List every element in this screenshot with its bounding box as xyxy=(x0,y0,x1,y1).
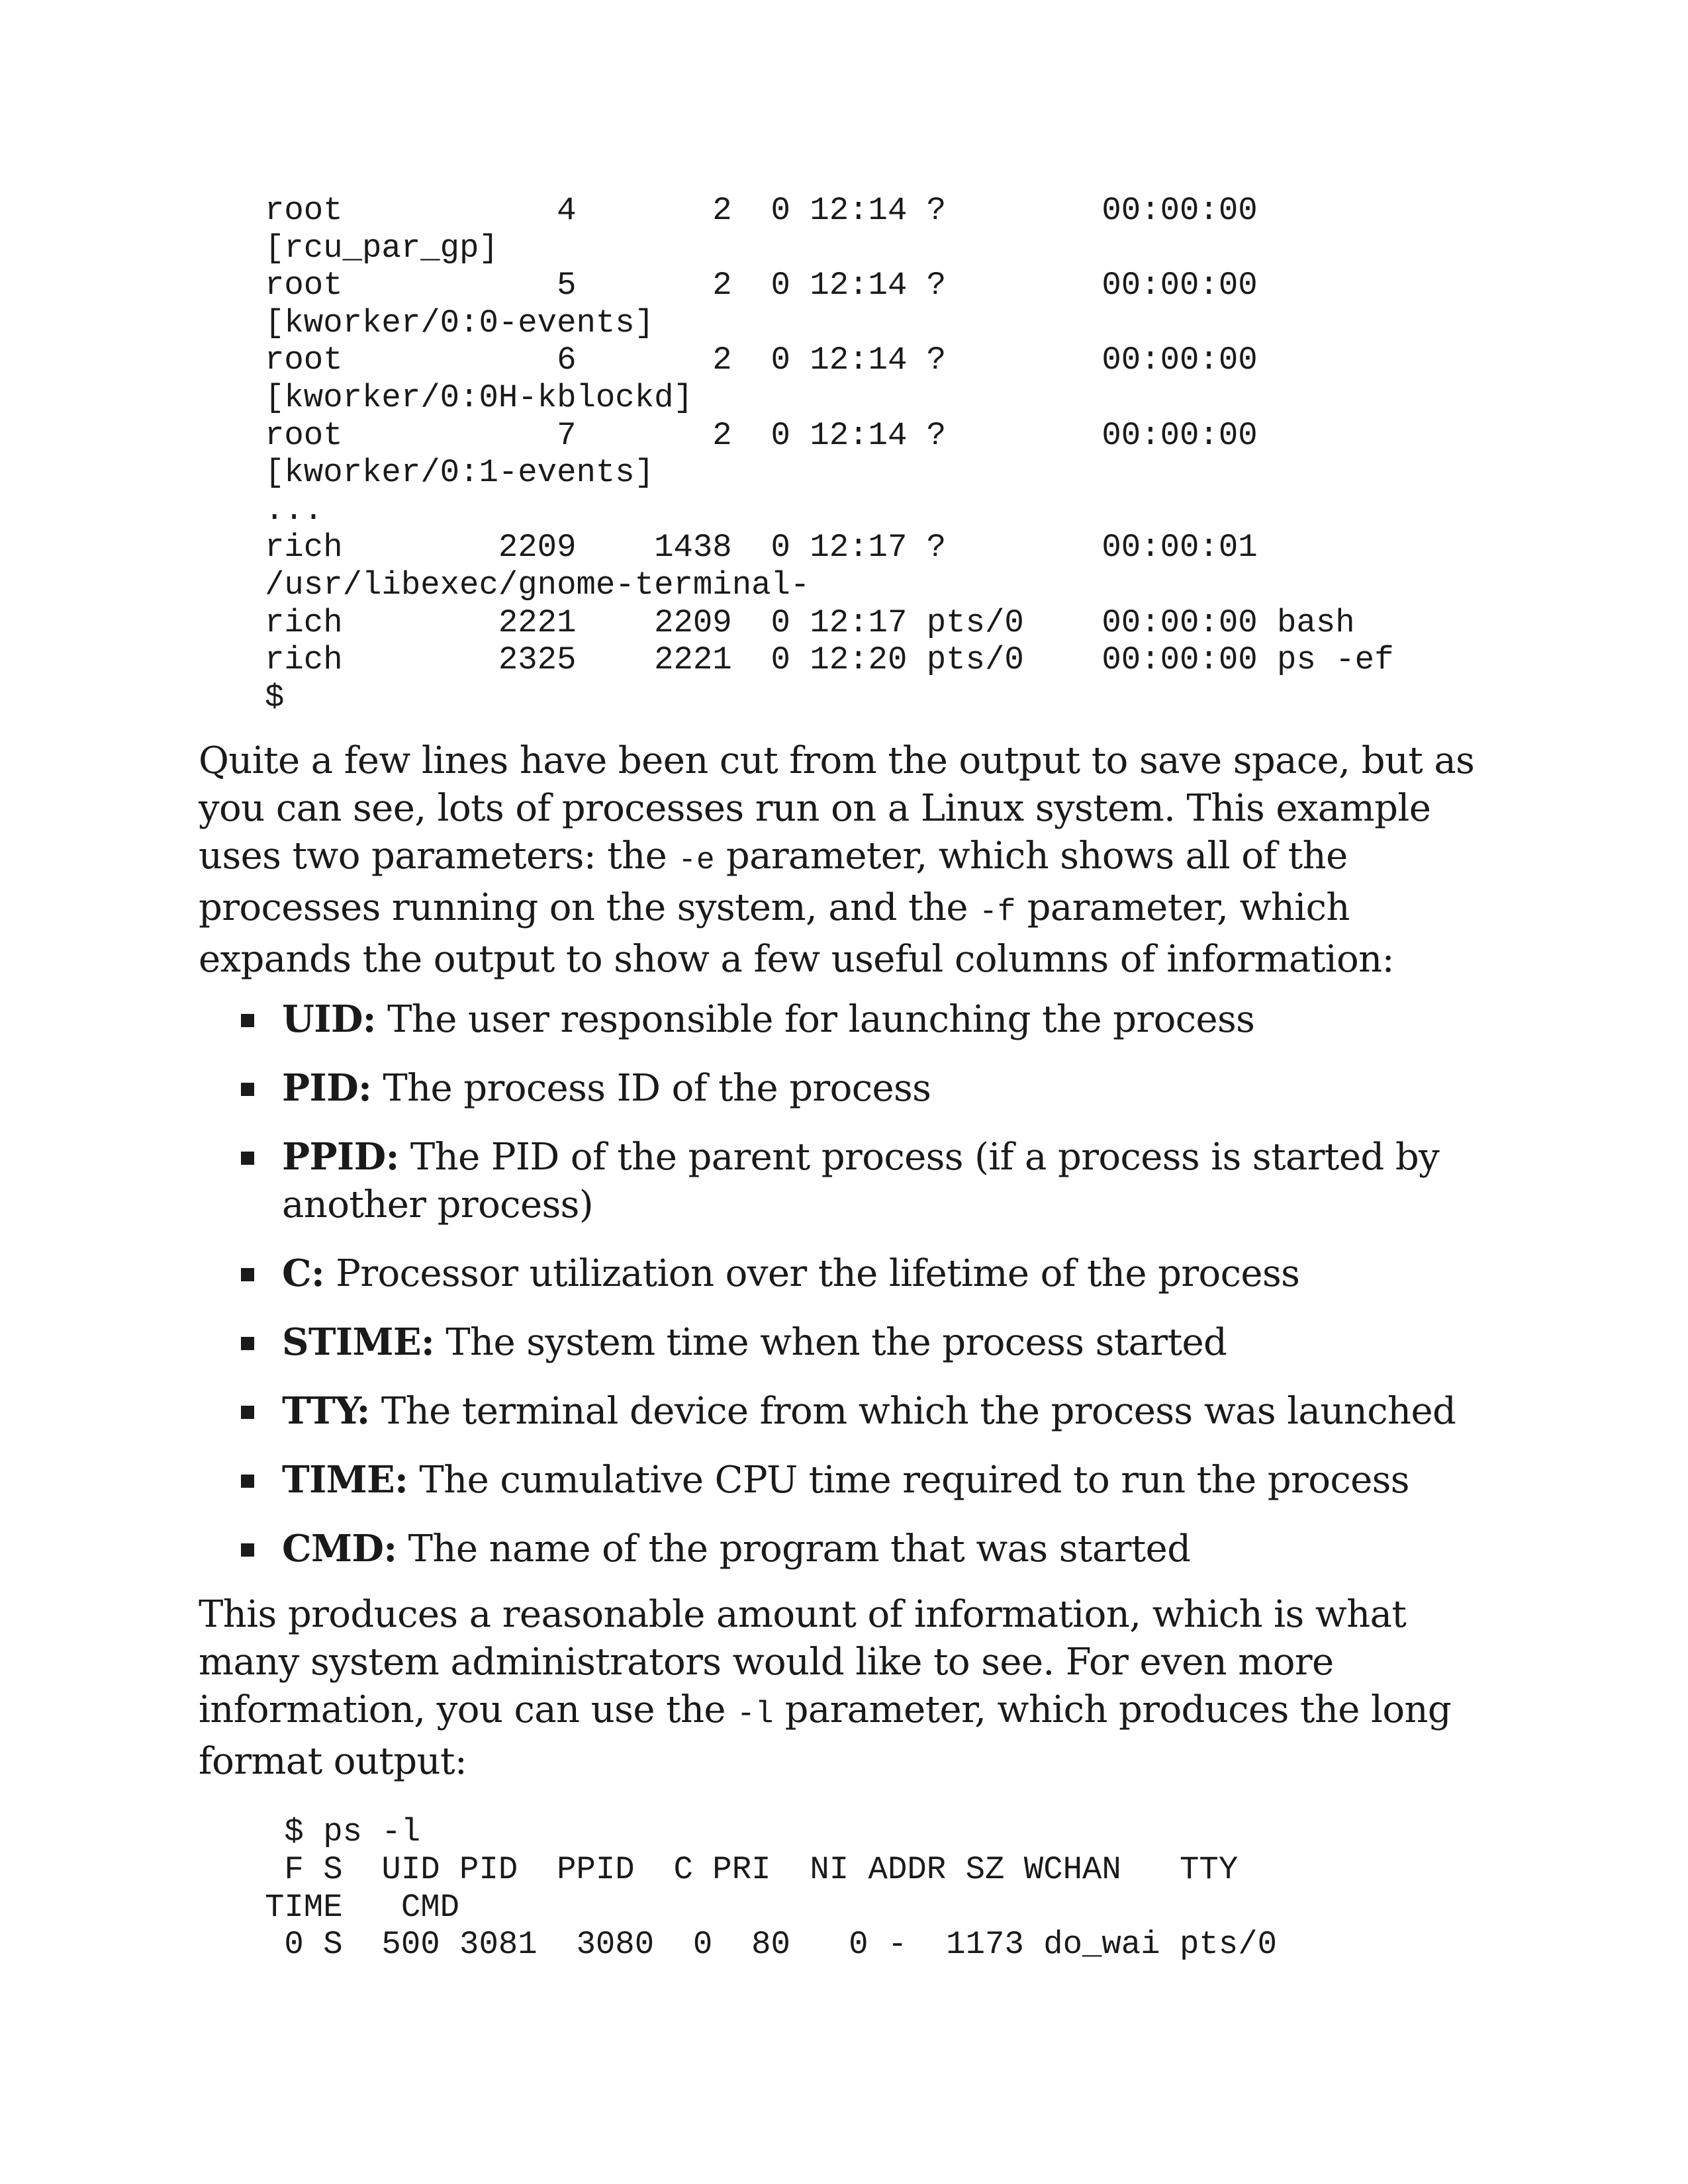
code-line: [kworker/0:1-events] xyxy=(265,454,655,492)
code-line: ... xyxy=(265,491,324,529)
code-line: root 7 2 0 12:14 ? 00:00:00 xyxy=(265,416,1258,454)
square-bullet-icon xyxy=(241,1337,254,1350)
code-line: F S UID PID PPID C PRI NI ADDR SZ WCHAN TTY xyxy=(265,1850,1239,1888)
ps-l-output-block xyxy=(265,1813,1489,1963)
document-page xyxy=(199,192,1489,1964)
list-description: The process ID of the process xyxy=(371,1067,931,1111)
ps-ef-output-block xyxy=(265,192,1489,716)
inline-code-f: -f xyxy=(979,895,1016,930)
list-description: The cumulative CPU time required to run the process xyxy=(408,1459,1409,1502)
paragraph-long-format xyxy=(199,1591,1489,1786)
code-line: /usr/libexec/gnome-terminal- xyxy=(265,566,810,604)
code-line: [kworker/0:0-events] xyxy=(265,304,655,341)
code-line: root 6 2 0 12:14 ? 00:00:00 xyxy=(265,341,1258,379)
code-line: [kworker/0:0H-kblockd] xyxy=(265,379,693,416)
list-description: The terminal device from which the process was launched xyxy=(369,1390,1456,1433)
paragraph-text: Quite a few lines have been cut from the output to save space, but as you can see, lots of processes run on a Linux system. This example uses two parameters: the xyxy=(199,739,1475,878)
square-bullet-icon xyxy=(241,1152,254,1165)
list-item-uid xyxy=(199,995,1489,1044)
inline-code-l: -l xyxy=(737,1697,774,1732)
list-term: UID: xyxy=(282,997,376,1042)
code-line: $ ps -l xyxy=(265,1813,421,1851)
list-term: TIME: xyxy=(282,1458,408,1502)
list-item-ppid xyxy=(199,1133,1489,1229)
list-term: CMD: xyxy=(282,1527,397,1571)
paragraph-ps-ef-explanation xyxy=(199,737,1489,983)
square-bullet-icon xyxy=(241,1406,254,1419)
list-term: TTY: xyxy=(282,1389,370,1433)
paragraph-text: This produces a reasonable amount of information, which is what many system administrators would like to see. For even more information, you can use the xyxy=(199,1593,1407,1732)
inline-code-e: -e xyxy=(678,843,715,878)
code-line: 0 S 500 3081 3080 0 80 0 - 1173 do_wai pts/0 xyxy=(265,1926,1278,1964)
code-line: root 4 2 0 12:14 ? 00:00:00 xyxy=(265,192,1258,229)
list-description: The PID of the parent process (if a process is started by another process) xyxy=(282,1136,1440,1227)
code-line: rich 2325 2221 0 12:20 pts/0 00:00:00 ps -ef xyxy=(265,641,1394,679)
list-description: The name of the program that was started xyxy=(397,1527,1191,1571)
column-definitions-list xyxy=(199,995,1489,1573)
code-line: $ xyxy=(265,678,285,716)
list-term: STIME: xyxy=(282,1320,435,1365)
code-line: rich 2221 2209 0 12:17 pts/0 00:00:00 bash xyxy=(265,604,1355,641)
paragraph-text: parameter, which produces the long format output: xyxy=(199,1688,1452,1784)
square-bullet-icon xyxy=(241,1083,254,1096)
list-item-cmd xyxy=(199,1525,1489,1573)
square-bullet-icon xyxy=(241,1543,254,1557)
paragraph-text: parameter, which expands the output to show a few useful columns of information: xyxy=(199,886,1394,981)
square-bullet-icon xyxy=(241,1014,254,1027)
list-item-pid xyxy=(199,1064,1489,1113)
list-item-stime xyxy=(199,1318,1489,1367)
list-term: PID: xyxy=(282,1066,372,1111)
code-line: [rcu_par_gp] xyxy=(265,229,498,267)
code-line: TIME CMD xyxy=(265,1888,460,1926)
paragraph-text: parameter, which shows all of the processes running on the system, and the xyxy=(199,835,1348,930)
list-description: The user responsible for launching the process xyxy=(375,998,1255,1042)
square-bullet-icon xyxy=(241,1268,254,1281)
list-item-time xyxy=(199,1456,1489,1504)
list-term: PPID: xyxy=(282,1135,399,1179)
list-term: C: xyxy=(282,1251,325,1296)
code-line: rich 2209 1438 0 12:17 ? 00:00:01 xyxy=(265,529,1258,567)
code-line: root 5 2 0 12:14 ? 00:00:00 xyxy=(265,267,1258,304)
list-description: Processor utilization over the lifetime of the process xyxy=(324,1252,1300,1296)
list-description: The system time when the process started xyxy=(434,1321,1227,1365)
list-item-c xyxy=(199,1250,1489,1298)
list-item-tty xyxy=(199,1387,1489,1435)
square-bullet-icon xyxy=(241,1475,254,1488)
